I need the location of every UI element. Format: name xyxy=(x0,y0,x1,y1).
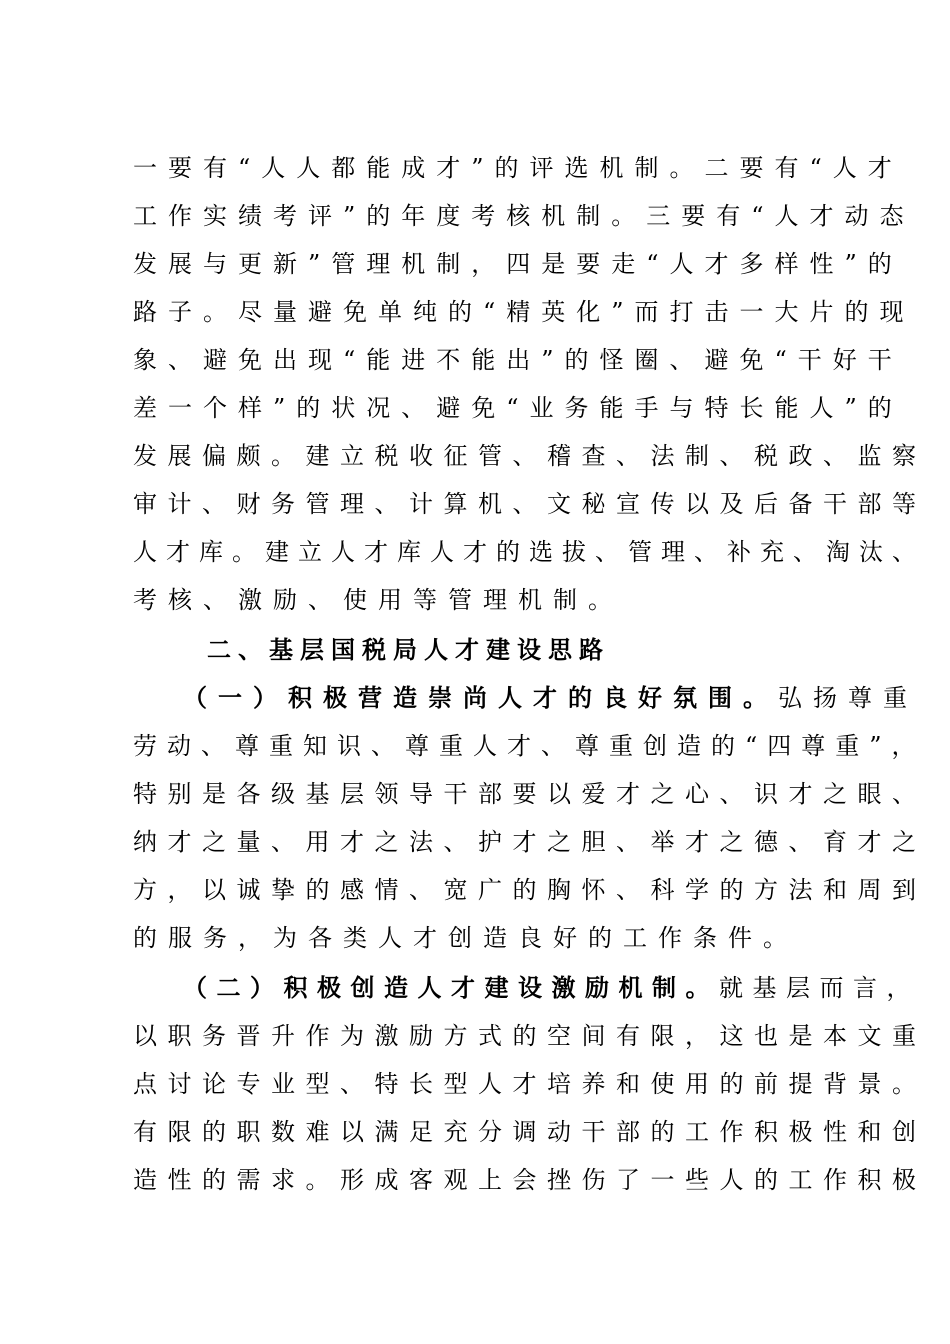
paragraph-line: 有限的职数难以满足充分调动干部的工作积极性和创 xyxy=(133,1118,927,1146)
paragraph-line: 考核、激励、使用等管理机制。 xyxy=(133,586,623,614)
paragraph-line: 发展与更新”管理机制，四是要走“人才多样性”的 xyxy=(133,250,903,278)
section1-title: （一）积极营造崇尚人才的良好氛围。 xyxy=(183,683,778,712)
paragraph-line: 象、避免出现“能进不能出”的怪圈、避免“干好干 xyxy=(133,346,903,374)
section1-first-line-rest: 弘扬尊重 xyxy=(778,684,918,712)
paragraph-line: 以职务晋升作为激励方式的空间有限，这也是本文重 xyxy=(133,1022,927,1050)
section2-first-line xyxy=(183,968,920,1008)
paragraph-line: 路子。尽量避免单纯的“精英化”而打击一大片的现 xyxy=(133,298,915,326)
section2-title: （二）积极创造人才建设激励机制。 xyxy=(183,973,719,1002)
paragraph-line: 纳才之量、用才之法、护才之胆、举才之德、育才之 xyxy=(133,828,927,856)
paragraph-line: 差一个样”的状况、避免“业务能手与特长能人”的 xyxy=(133,394,903,422)
paragraph-line: 人才库。建立人才库人才的选拔、管理、补充、淘汰、 xyxy=(133,538,925,566)
paragraph-line: 的服务，为各类人才创造良好的工作条件。 xyxy=(133,924,798,952)
paragraph-line: 一要有“人人都能成才”的评选机制。二要有“人才 xyxy=(133,154,903,182)
paragraph-line: 工作实绩考评”的年度考核机制。三要有“人才动态 xyxy=(133,202,915,230)
paragraph-line: 劳动、尊重知识、尊重人才、尊重创造的“四尊重”， xyxy=(133,732,926,760)
paragraph-line: 审计、财务管理、计算机、文秘宣传以及后备干部等 xyxy=(133,490,927,518)
paragraph-line: 特别是各级基层领导干部要以爱才之心、识才之眼、 xyxy=(133,780,927,808)
paragraph-line: 方，以诚挚的感情、宽广的胸怀、科学的方法和周到 xyxy=(133,876,927,904)
section1-first-line xyxy=(183,678,918,718)
paragraph-line: 发展偏颇。建立税收征管、稽查、法制、税政、监察 xyxy=(133,442,927,470)
section2-first-line-rest: 就基层而言， xyxy=(719,974,920,1002)
section-heading: 二、基层国税局人才建设思路 xyxy=(207,635,610,664)
paragraph-line: 造性的需求。形成客观上会挫伤了一些人的工作积极 xyxy=(133,1166,927,1194)
paragraph-line: 点讨论专业型、特长型人才培养和使用的前提背景。 xyxy=(133,1070,927,1098)
